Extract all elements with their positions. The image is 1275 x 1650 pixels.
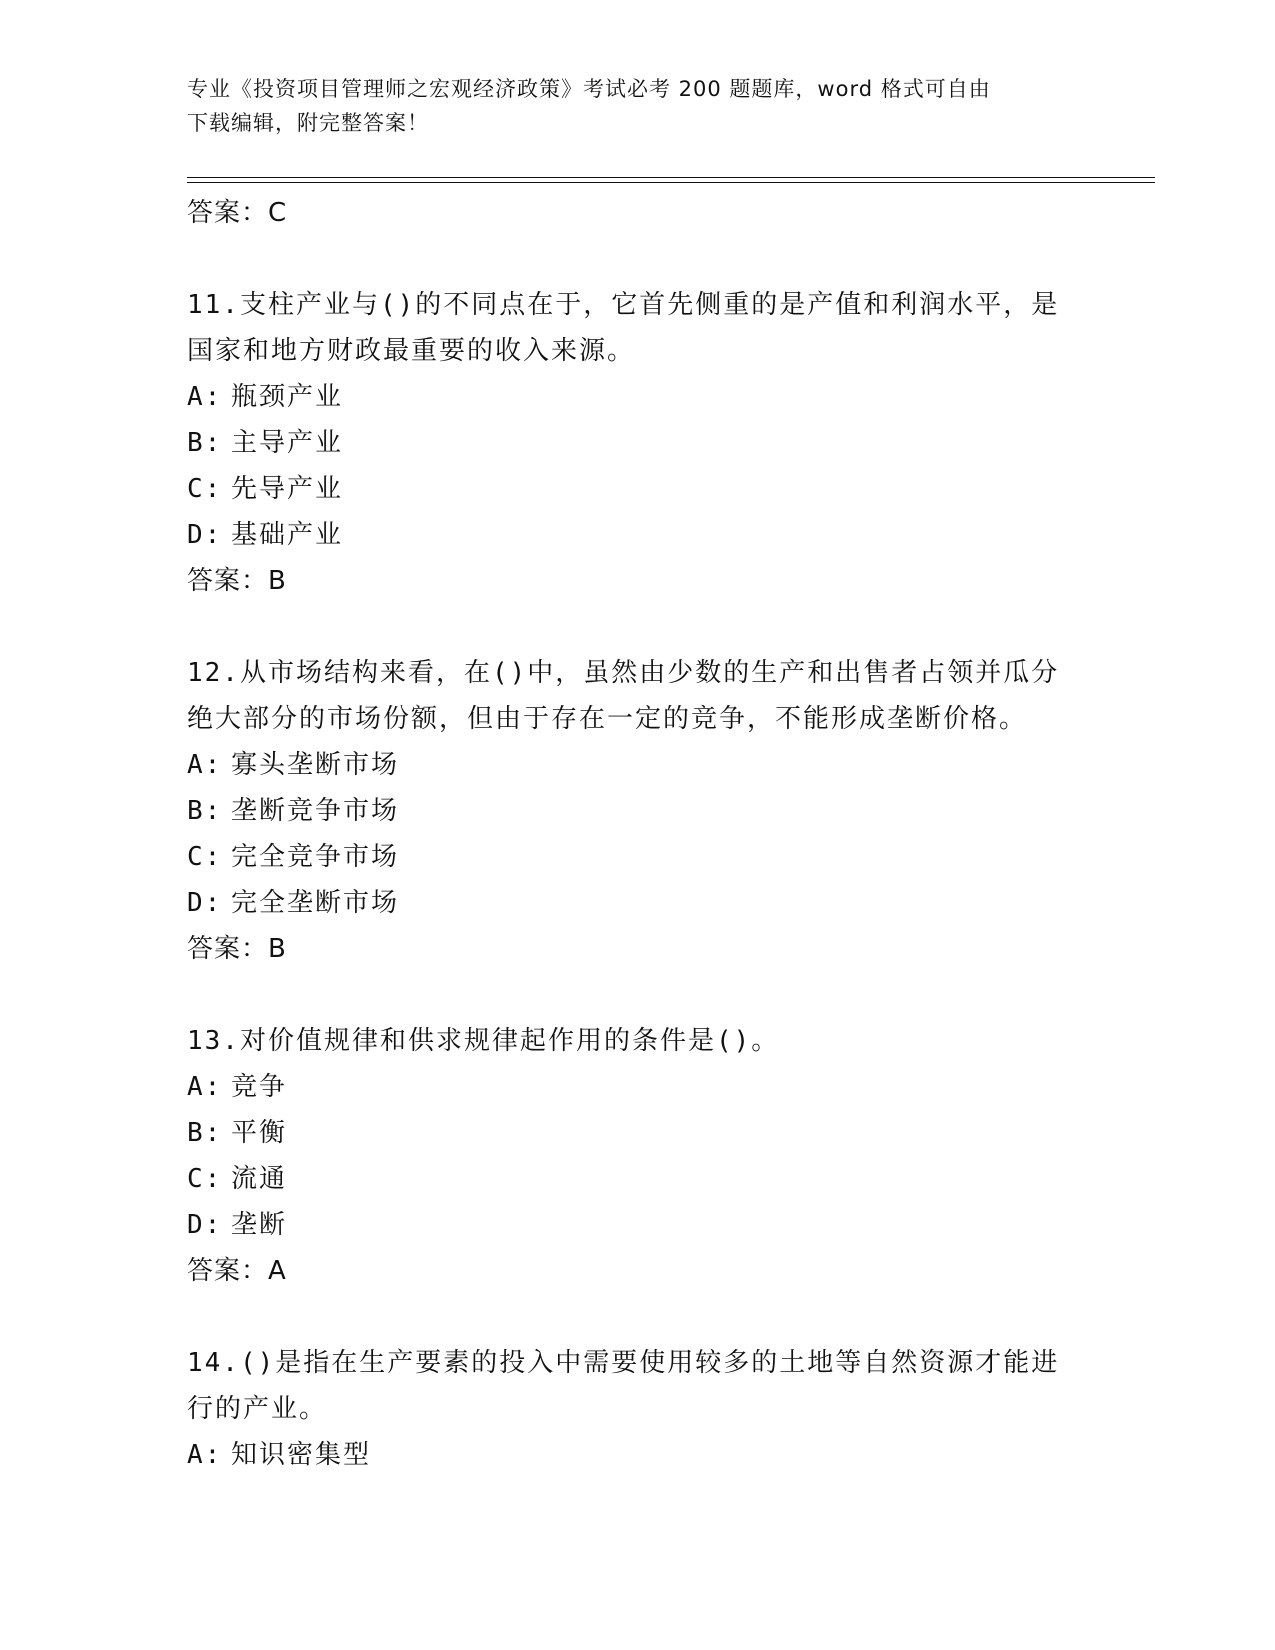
- option-c: [187, 1156, 1087, 1202]
- option-a: [187, 742, 1087, 788]
- option-text: 垄断: [231, 1210, 288, 1240]
- question-line: 13.对价值规律和供求规律起作用的条件是()。: [187, 1026, 780, 1056]
- option-b: [187, 788, 1087, 834]
- option-c: [187, 834, 1087, 880]
- question-line: 绝大部分的市场份额，但由于存在一定的竞争，不能形成垄断价格。: [187, 704, 1028, 734]
- option-key: A:: [187, 1440, 223, 1470]
- option-key: D:: [187, 520, 223, 550]
- document-body: [187, 190, 1087, 1478]
- question-line: 14.()是指在生产要素的投入中需要使用较多的土地等自然资源才能进: [187, 1348, 1060, 1378]
- option-key: B:: [187, 428, 223, 458]
- option-text: 基础产业: [231, 520, 344, 550]
- option-text: 流通: [231, 1164, 288, 1194]
- option-d: [187, 512, 1087, 558]
- option-a: [187, 1064, 1087, 1110]
- question-text: [187, 1340, 1087, 1432]
- document-header: [187, 72, 1067, 140]
- answer-line: 答案：C: [187, 198, 288, 228]
- option-a: [187, 374, 1087, 420]
- question-text: [187, 282, 1087, 374]
- option-text: 瓶颈产业: [231, 382, 344, 412]
- question-block: [187, 1018, 1087, 1294]
- question-block: [187, 282, 1087, 604]
- header-line-1: 专业《投资项目管理师之宏观经济政策》考试必考 200 题题库，word 格式可自由: [187, 77, 991, 101]
- option-text: 垄断竞争市场: [231, 796, 400, 826]
- option-key: B:: [187, 796, 223, 826]
- option-key: A:: [187, 382, 223, 412]
- option-b: [187, 420, 1087, 466]
- option-text: 完全垄断市场: [231, 888, 400, 918]
- answer-line: 答案：B: [187, 566, 287, 596]
- option-text: 完全竞争市场: [231, 842, 400, 872]
- option-a: [187, 1432, 1087, 1478]
- answer-line: 答案：B: [187, 934, 287, 964]
- option-c: [187, 466, 1087, 512]
- option-text: 平衡: [231, 1118, 288, 1148]
- question-line: 国家和地方财政最重要的收入来源。: [187, 336, 636, 366]
- option-key: C:: [187, 1164, 223, 1194]
- option-key: A:: [187, 1072, 223, 1102]
- header-divider-top: [187, 177, 1155, 178]
- question-line: 12.从市场结构来看，在()中，虽然由少数的生产和出售者占领并瓜分: [187, 658, 1060, 688]
- option-d: [187, 880, 1087, 926]
- header-line-2: 下载编辑，附完整答案！: [187, 111, 429, 135]
- option-text: 寡头垄断市场: [231, 750, 400, 780]
- question-line: 11.支柱产业与()的不同点在于，它首先侧重的是产值和利润水平，是: [187, 290, 1060, 320]
- option-key: A:: [187, 750, 223, 780]
- question-line: 行的产业。: [187, 1394, 328, 1424]
- answer-line: 答案：A: [187, 1256, 287, 1286]
- option-text: 知识密集型: [231, 1440, 372, 1470]
- option-key: D:: [187, 888, 223, 918]
- option-key: B:: [187, 1118, 223, 1148]
- header-divider-bottom: [187, 182, 1155, 183]
- question-block: [187, 650, 1087, 972]
- question-text: [187, 1018, 1087, 1064]
- option-key: C:: [187, 474, 223, 504]
- question-block: [187, 1340, 1087, 1478]
- option-text: 主导产业: [231, 428, 344, 458]
- question-text: [187, 650, 1087, 742]
- option-key: C:: [187, 842, 223, 872]
- option-key: D:: [187, 1210, 223, 1240]
- option-b: [187, 1110, 1087, 1156]
- option-text: 先导产业: [231, 474, 344, 504]
- option-text: 竞争: [231, 1072, 288, 1102]
- option-d: [187, 1202, 1087, 1248]
